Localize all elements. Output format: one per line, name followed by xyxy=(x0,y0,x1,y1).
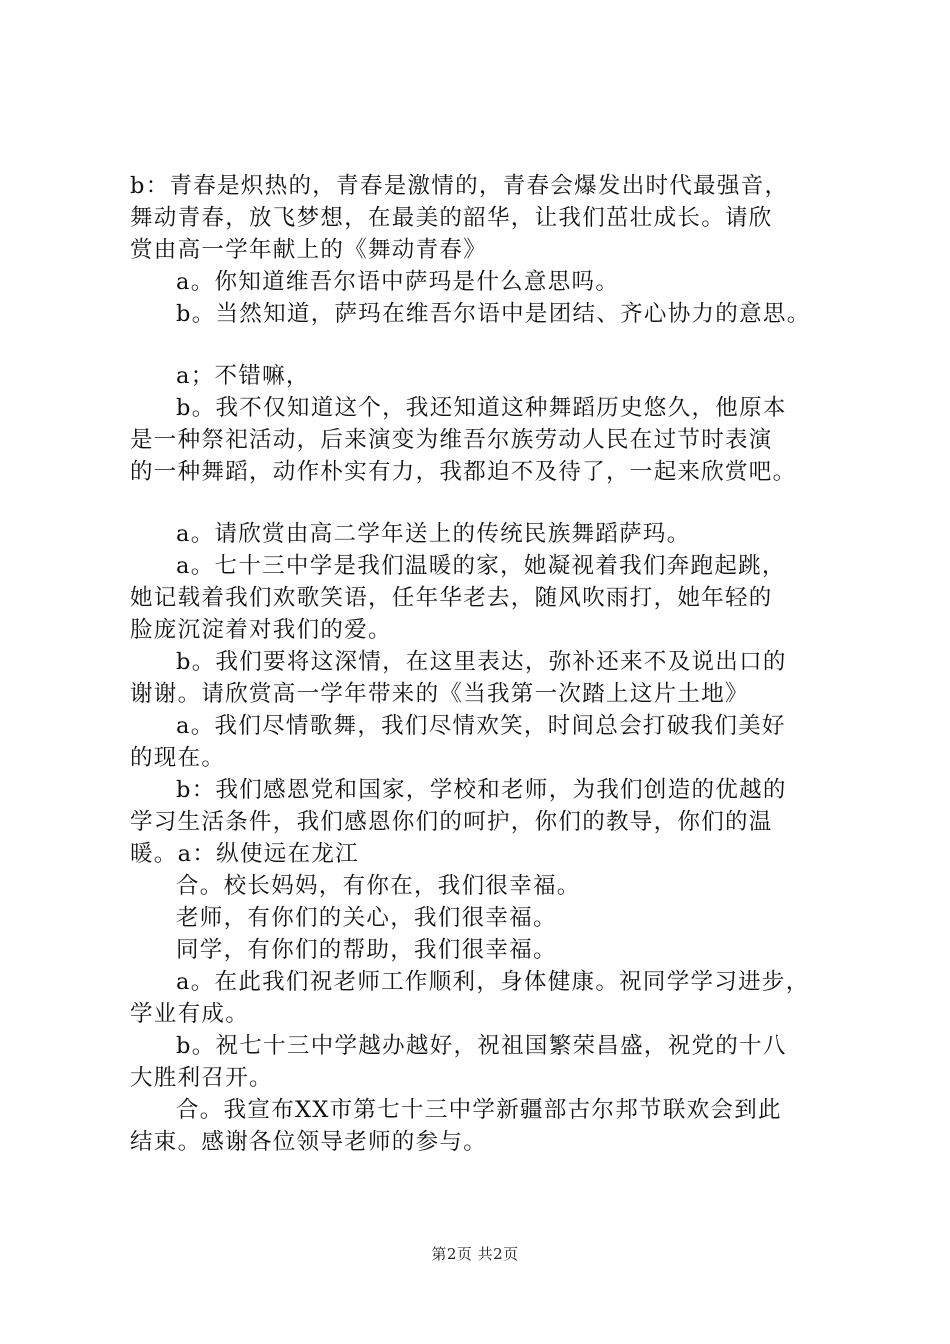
text-line-15: 谢谢。请欣赏高一学年带来的《当我第一次踏上这片土地》 xyxy=(130,681,749,707)
text-line-22: 老师，有你们的关心，我们很幸福。 xyxy=(176,905,557,931)
text-line-28: 合。我宣布XX市第七十三中学新疆部古尔邦节联欢会到此 xyxy=(176,1097,782,1123)
text-line-27: 大胜利召开。 xyxy=(130,1065,273,1091)
text-line-20: 暖。a：纵使远在龙江 xyxy=(130,841,359,867)
text-line-13: 脸庞沉淀着对我们的爱。 xyxy=(130,617,392,643)
text-line-11: a。七十三中学是我们温暖的家，她凝视着我们奔跑起跳， xyxy=(176,553,786,579)
text-line-26: b。祝七十三中学越办越好，祝祖国繁荣昌盛，祝党的十八 xyxy=(176,1033,787,1059)
text-line-7: b。我不仅知道这个，我还知道这种舞蹈历史悠久，他原本 xyxy=(176,395,787,421)
text-line-8: 是一种祭祀活动，后来演变为维吾尔族劳动人民在过节时表演 xyxy=(130,427,773,453)
text-line-4: a。你知道维吾尔语中萨玛是什么意思吗。 xyxy=(176,269,620,295)
text-line-3: 赏由高一学年献上的《舞动青春》 xyxy=(130,237,488,263)
text-line-21: 合。校长妈妈，有你在，我们很幸福。 xyxy=(176,873,581,899)
text-line-2: 舞动青春，放飞梦想，在最美的韶华，让我们茁壮成长。请欣 xyxy=(130,205,773,231)
text-line-5: b。当然知道，萨玛在维吾尔语中是团结、齐心协力的意思。 xyxy=(176,301,811,327)
text-line-29: 结束。感谢各位领导老师的参与。 xyxy=(130,1129,488,1155)
text-line-1: b：青春是炽热的，青春是激情的，青春会爆发出时代最强音， xyxy=(130,173,789,199)
page-footer xyxy=(0,1244,950,1264)
text-line-6: a；不错嘛， xyxy=(176,363,310,389)
text-line-23: 同学，有你们的帮助，我们很幸福。 xyxy=(176,937,557,963)
text-line-25: 学业有成。 xyxy=(130,1001,250,1027)
text-line-10: a。请欣赏由高二学年送上的传统民族舞蹈萨玛。 xyxy=(176,521,691,547)
text-line-24: a。在此我们祝老师工作顺利，身体健康。祝同学学习进步， xyxy=(176,969,810,995)
text-line-9: 的一种舞蹈，动作朴实有力，我都迫不及待了，一起来欣赏吧。 xyxy=(130,459,797,485)
text-line-14: b。我们要将这深情，在这里表达，弥补还来不及说出口的 xyxy=(176,649,787,675)
document-body xyxy=(130,170,835,1158)
text-line-12: 她记载着我们欢歌笑语，任年华老去，随风吹雨打，她年轻的 xyxy=(130,585,773,611)
text-line-18: b：我们感恩党和国家，学校和老师，为我们创造的优越的 xyxy=(176,777,787,803)
text-line-16: a。我们尽情歌舞，我们尽情欢笑，时间总会打破我们美好 xyxy=(176,713,786,739)
text-line-17: 的现在。 xyxy=(130,745,226,771)
page-number-label: 第2页 共2页 xyxy=(431,1245,519,1263)
text-line-19: 学习生活条件，我们感恩你们的呵护，你们的教导，你们的温 xyxy=(130,809,773,835)
